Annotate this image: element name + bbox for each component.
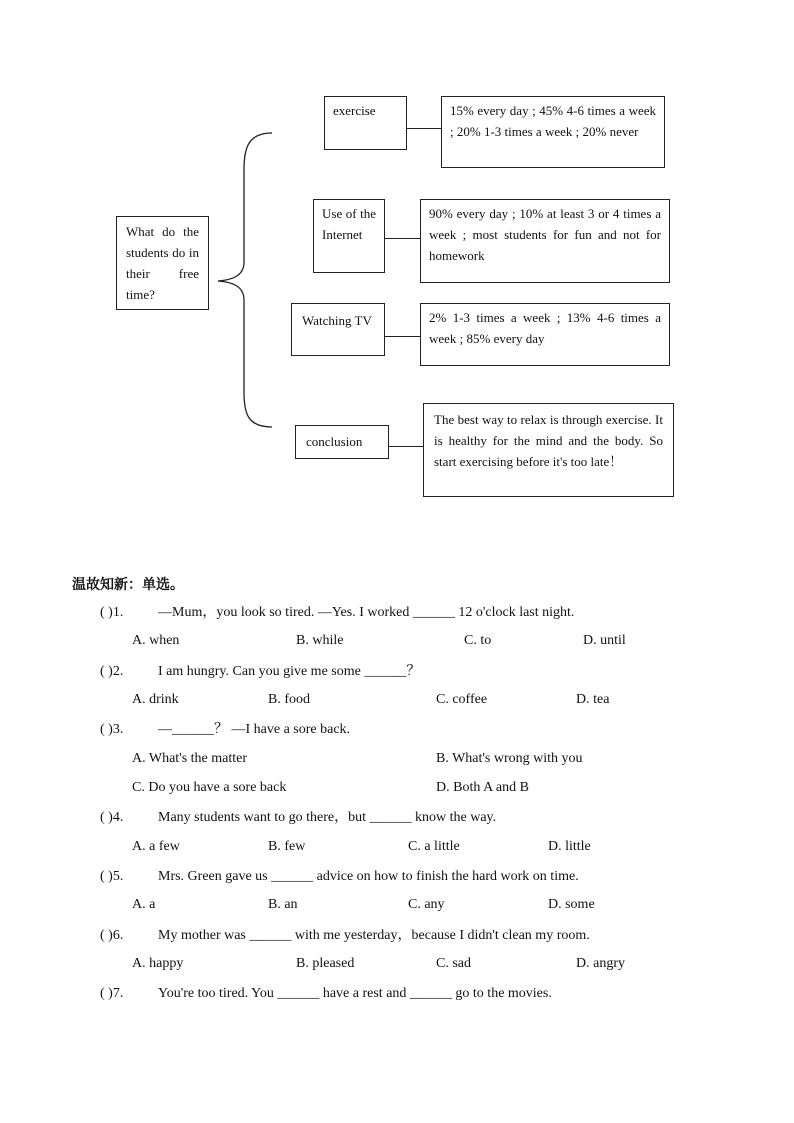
question-text: Mrs. Green gave us ______ advice on how to finish the hard work on time.	[158, 869, 579, 884]
category-box-tv: Watching TV	[291, 303, 385, 356]
option-b[interactable]: B. pleased	[296, 956, 355, 971]
detail-box-exercise: 15% every day ; 45% 4-6 times a week ; 20% 1-3 times a week ; 20% never	[441, 96, 665, 168]
answer-slot[interactable]: ( )1.	[100, 605, 124, 620]
question-text: I am hungry. Can you give me some ______？	[158, 664, 421, 679]
question-text: My mother was ______ with me yesterday，because I didn't clean my room.	[158, 928, 590, 943]
option-d[interactable]: D. until	[583, 633, 626, 648]
connector-line	[385, 336, 420, 337]
detail-box-conclusion: The best way to relax is through exercise. It is healthy for the mind and the body. So start exercising before it's too late！	[423, 403, 674, 497]
question-3	[100, 720, 680, 740]
option-c[interactable]: C. any	[408, 897, 445, 912]
question-7	[100, 984, 680, 1004]
option-c[interactable]: C. Do you have a sore back	[132, 780, 287, 795]
option-c[interactable]: C. a little	[408, 839, 460, 854]
option-b[interactable]: B. food	[268, 692, 310, 707]
category-box-exercise: exercise	[324, 96, 407, 150]
option-a[interactable]: A. a	[132, 897, 156, 912]
option-a[interactable]: A. when	[132, 633, 180, 648]
answer-slot[interactable]: ( )2.	[100, 664, 124, 679]
option-a[interactable]: A. happy	[132, 956, 184, 971]
option-c[interactable]: C. coffee	[436, 692, 488, 707]
question-text: —______？ —I have a sore back.	[158, 722, 351, 737]
detail-box-tv: 2% 1-3 times a week ; 13% 4-6 times a week ; 85% every day	[420, 303, 670, 366]
option-b[interactable]: B. few	[268, 839, 306, 854]
detail-box-internet: 90% every day ; 10% at least 3 or 4 times a week ; most students for fun and not for homework	[420, 199, 670, 283]
option-d[interactable]: D. some	[548, 897, 595, 912]
question-text: You're too tired. You ______ have a rest and ______ go to the movies.	[158, 986, 552, 1001]
answer-slot[interactable]: ( )7.	[100, 986, 124, 1001]
question-6	[100, 926, 680, 946]
section-title: 温故知新：单选。	[72, 577, 184, 593]
answer-slot[interactable]: ( )3.	[100, 722, 124, 737]
connector-line	[385, 238, 420, 239]
question-5	[100, 867, 680, 887]
option-d[interactable]: D. little	[548, 839, 591, 854]
option-d[interactable]: D. angry	[576, 956, 625, 971]
question-text: Many students want to go there，but ______ know the way.	[158, 810, 497, 825]
connector-line	[407, 128, 441, 129]
center-topic-box: What do the students do in their free time?	[116, 216, 209, 310]
option-c[interactable]: C. to	[464, 633, 492, 648]
question-2	[100, 662, 680, 682]
option-d[interactable]: D. Both A and B	[436, 780, 529, 795]
answer-slot[interactable]: ( )6.	[100, 928, 124, 943]
question-4	[100, 808, 680, 828]
category-box-conclusion: conclusion	[295, 425, 389, 459]
option-b[interactable]: B. What's wrong with you	[436, 751, 583, 766]
option-a[interactable]: A. What's the matter	[132, 751, 248, 766]
option-d[interactable]: D. tea	[576, 692, 610, 707]
option-b[interactable]: B. while	[296, 633, 344, 648]
option-c[interactable]: C. sad	[436, 956, 471, 971]
question-text: —Mum，you look so tired. —Yes. I worked ______ 12 o'clock last night.	[158, 605, 575, 620]
question-1	[100, 603, 680, 623]
option-a[interactable]: A. drink	[132, 692, 179, 707]
option-a[interactable]: A. a few	[132, 839, 180, 854]
category-box-internet: Use of the Internet	[313, 199, 385, 273]
answer-slot[interactable]: ( )4.	[100, 810, 124, 825]
option-b[interactable]: B. an	[268, 897, 298, 912]
answer-slot[interactable]: ( )5.	[100, 869, 124, 884]
connector-line	[389, 446, 423, 447]
